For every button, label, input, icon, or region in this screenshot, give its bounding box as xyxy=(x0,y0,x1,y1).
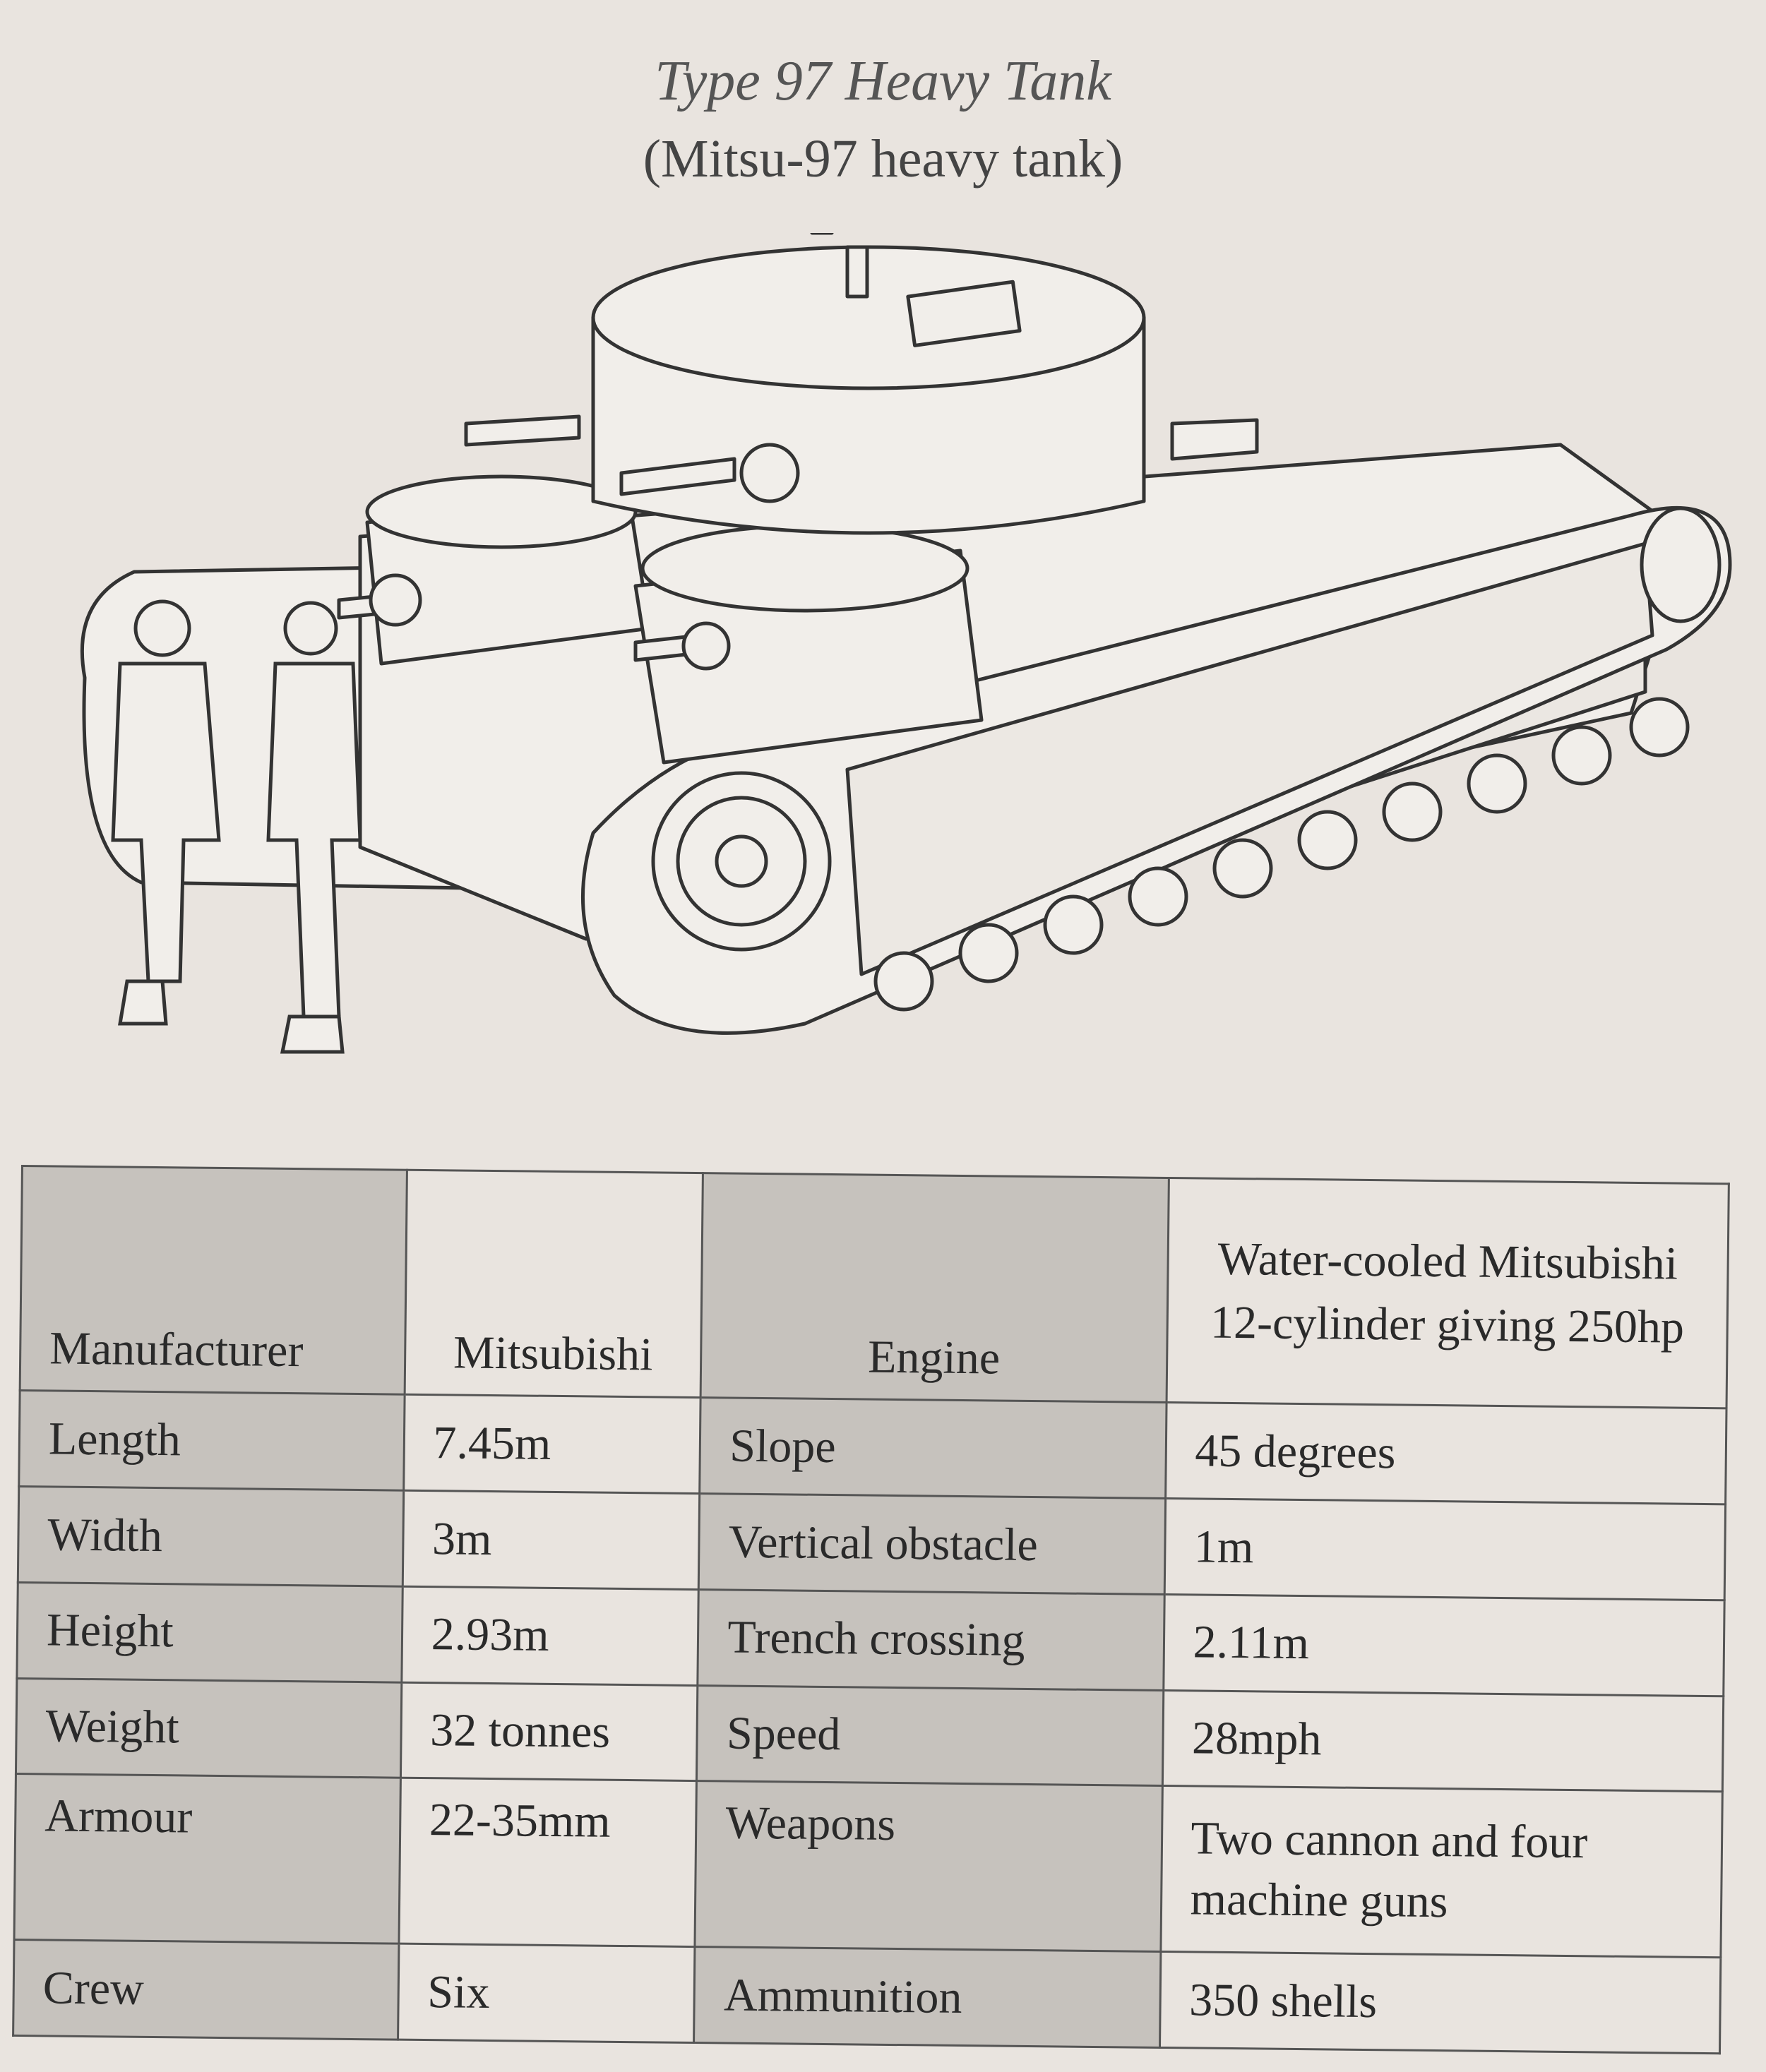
spec-label: Vertical obstacle xyxy=(699,1494,1166,1595)
spec-label: Length xyxy=(19,1391,405,1490)
main-gun xyxy=(466,417,579,445)
spec-value: Two cannon and four machine guns xyxy=(1160,1786,1722,1958)
page-subtitle: (Mitsu-97 heavy tank) xyxy=(643,129,1123,188)
spec-label: Slope xyxy=(700,1398,1167,1499)
spec-label: Ammunition xyxy=(694,1947,1161,2048)
spec-value: Six xyxy=(398,1944,695,2042)
table-row xyxy=(16,1678,1723,1792)
spec-value: 2.93m xyxy=(401,1586,698,1685)
spec-label: Speed xyxy=(697,1685,1164,1786)
spec-value: 350 shells xyxy=(1159,1952,1721,2054)
table-row xyxy=(13,1940,1721,2054)
spec-label: Height xyxy=(17,1582,402,1682)
spec-label: Engine xyxy=(701,1173,1169,1403)
spec-value: 7.45m xyxy=(403,1395,700,1494)
specifications-table xyxy=(12,1165,1730,2054)
table-row xyxy=(19,1391,1726,1504)
spec-label: Weight xyxy=(16,1678,401,1778)
table-row xyxy=(20,1166,1729,1409)
spec-value: 2.11m xyxy=(1163,1594,1724,1696)
page-title: Type 97 Heavy Tank xyxy=(655,50,1111,112)
spec-label: Width xyxy=(18,1487,403,1586)
spec-label: Armour xyxy=(14,1774,400,1944)
spec-value: 28mph xyxy=(1162,1690,1724,1792)
spec-value: 45 degrees xyxy=(1165,1403,1726,1504)
spec-value: 22-35mm xyxy=(399,1778,697,1946)
spec-value: Mitsubishi xyxy=(405,1170,703,1398)
tank-illustration xyxy=(42,233,1751,1122)
table-row xyxy=(14,1774,1722,1958)
spec-label: Weapons xyxy=(695,1781,1162,1952)
spec-value: Water-cooled Mitsubishi 12-cylinder giving 250hp xyxy=(1167,1178,1729,1409)
spec-value: 1m xyxy=(1164,1499,1726,1600)
table-row xyxy=(18,1487,1725,1600)
spec-label: Crew xyxy=(13,1940,399,2040)
spec-label: Trench crossing xyxy=(698,1589,1164,1690)
spec-value: 32 tonnes xyxy=(400,1682,698,1781)
spec-value: 3m xyxy=(402,1490,700,1589)
spec-label: Manufacturer xyxy=(20,1166,407,1395)
page-header xyxy=(0,42,1766,198)
table-row xyxy=(17,1582,1724,1696)
